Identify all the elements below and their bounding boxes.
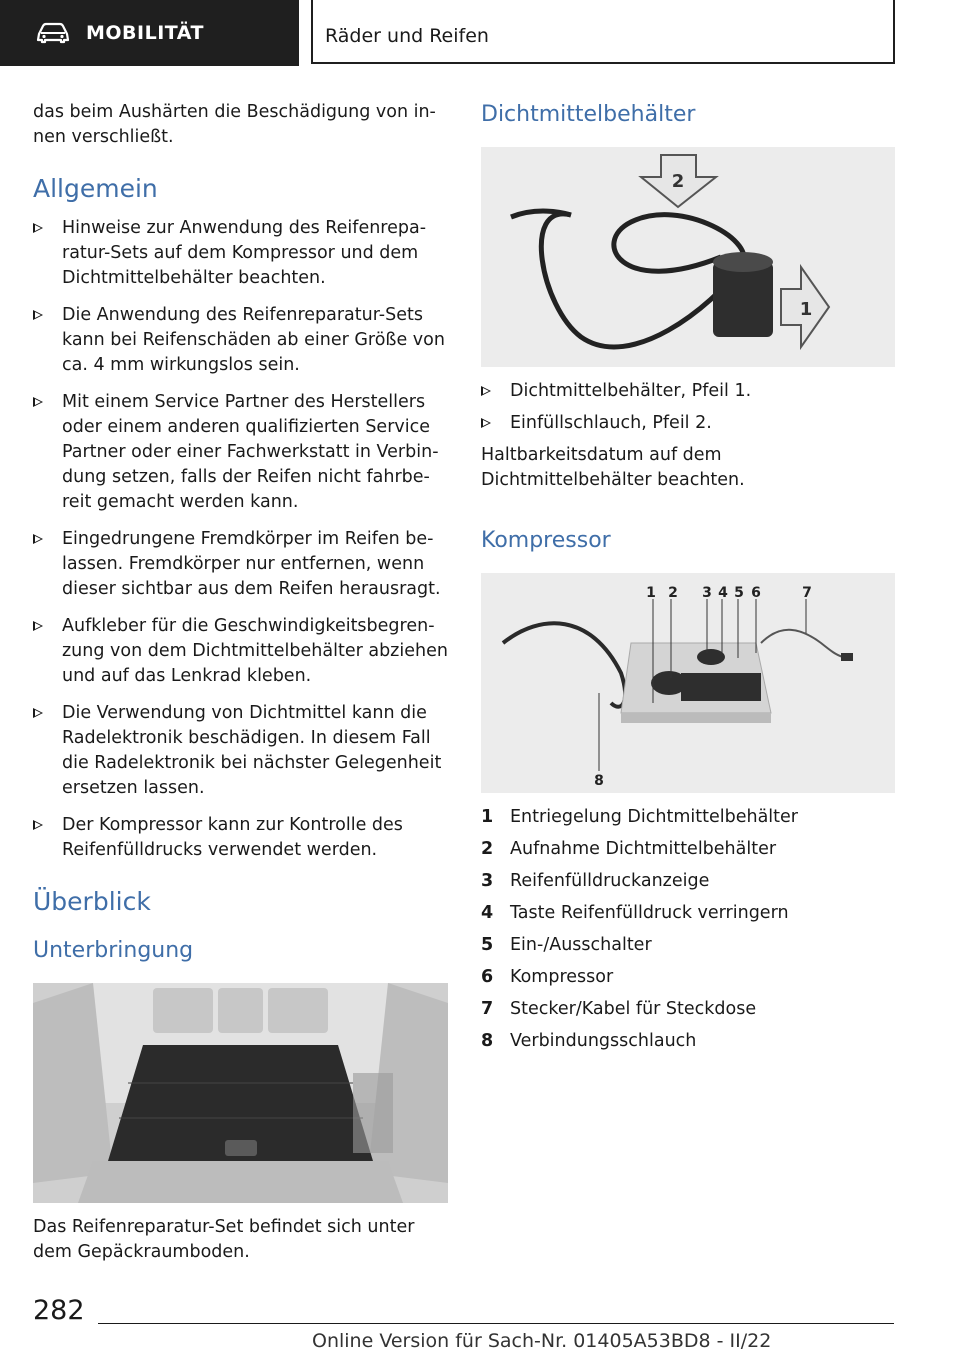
car-icon [36,22,70,44]
list-item: Der Kompressor kann zur Kontrolle des Reifenfülldrucks verwendet werden. [33,813,449,863]
list-item: Dichtmittelbehälter, Pfeil 1. [481,379,896,404]
section-title: MOBILITÄT [86,22,204,44]
page-number: 282 [33,1295,85,1326]
trunk-image [33,983,448,1203]
image-label: 3 [702,585,712,601]
triangle-bullet-icon [33,708,43,718]
image-label: 7 [802,585,812,601]
image-label: 5 [734,585,744,601]
list-item: Mit einem Service Partner des Herstellers oder einem anderen qualifizierten Service Partner oder einer Fachwerkstatt in Verbin-dung setzen, falls der Reifen nicht fahrbe-reit gemacht werden kann. [33,390,449,515]
heading-allgemein: Allgemein [33,174,158,203]
triangle-bullet-icon [481,386,491,396]
section-header [0,0,299,66]
list-item: 6 Kompressor [481,967,614,987]
chapter-header [311,0,895,64]
image-label: 1 [646,585,656,601]
list-item: Hinweise zur Anwendung des Reifenrepa-ratur-Sets auf dem Kompressor und dem Dichtmittelbehälter beachten. [33,216,449,291]
triangle-bullet-icon [33,534,43,544]
list-item: 8 Verbindungsschlauch [481,1031,697,1051]
triangle-bullet-icon [33,820,43,830]
triangle-bullet-icon [481,418,491,428]
list-item: Die Verwendung von Dichtmittel kann die Radelektronik beschädigen. In diesem Fall die Radelektronik bei nächster Gelegenheit ersetzen lassen. [33,701,449,801]
list-item: 5 Ein-/Ausschalter [481,935,652,955]
triangle-bullet-icon [33,397,43,407]
allgemein-list [33,216,449,863]
right-column [481,100,896,1054]
triangle-bullet-icon [33,310,43,320]
list-item: 4 Taste Reifenfülldruck verringern [481,903,789,923]
sealant-note: Haltbarkeitsdatum auf dem Dichtmittelbehälter beachten. [481,445,745,490]
footer-divider [98,1323,894,1324]
heading-ueberblick: Überblick [33,887,151,916]
list-item: 1 Entriegelung Dichtmittelbehälter [481,807,798,827]
image-label: 4 [718,585,728,601]
triangle-bullet-icon [33,223,43,233]
list-item: Eingedrungene Fremdkörper im Reifen be-lassen. Fremdkörper nur entfernen, wenn dieser sichtbar aus dem Reifen herausragt. [33,527,449,602]
image-label: 8 [594,773,604,789]
list-item: Aufkleber für die Geschwindigkeitsbegren-zung von dem Dichtmittelbehälter abziehen und auf das Lenkrad kleben. [33,614,449,689]
list-item: Einfüllschlauch, Pfeil 2. [481,411,896,436]
image-label: 2 [668,585,678,601]
compressor-parts-list [481,805,896,1054]
image-label: 1 [799,299,813,320]
heading-dichtmittelbehaelter: Dichtmittelbehälter [481,102,696,127]
intro-text: das beim Aushärten die Beschädigung von in-nen verschließt. [33,102,436,147]
image-label: 2 [671,171,685,192]
heading-unterbringung: Unterbringung [33,938,194,963]
list-item: 2 Aufnahme Dichtmittelbehälter [481,839,777,859]
sealant-container-image [481,147,895,367]
image-label: 6 [751,585,761,601]
list-item: 3 Reifenfülldruckanzeige [481,871,710,891]
trunk-caption: Das Reifenreparatur-Set befindet sich unter dem Gepäckraumboden. [33,1217,415,1262]
chapter-title: Räder und Reifen [325,25,489,47]
list-item: Die Anwendung des Reifenreparatur-Sets kann bei Reifenschäden ab einer Größe von ca. 4 mm wirkungslos sein. [33,303,449,378]
compressor-image [481,573,895,793]
list-item: 7 Stecker/Kabel für Steckdose [481,999,757,1019]
triangle-bullet-icon [33,621,43,631]
heading-kompressor: Kompressor [481,528,611,553]
left-column [33,100,449,1265]
dicht-list [481,379,896,436]
footer-text: Online Version für Sach-Nr. 01405A53BD8 - II/22 [312,1330,772,1352]
